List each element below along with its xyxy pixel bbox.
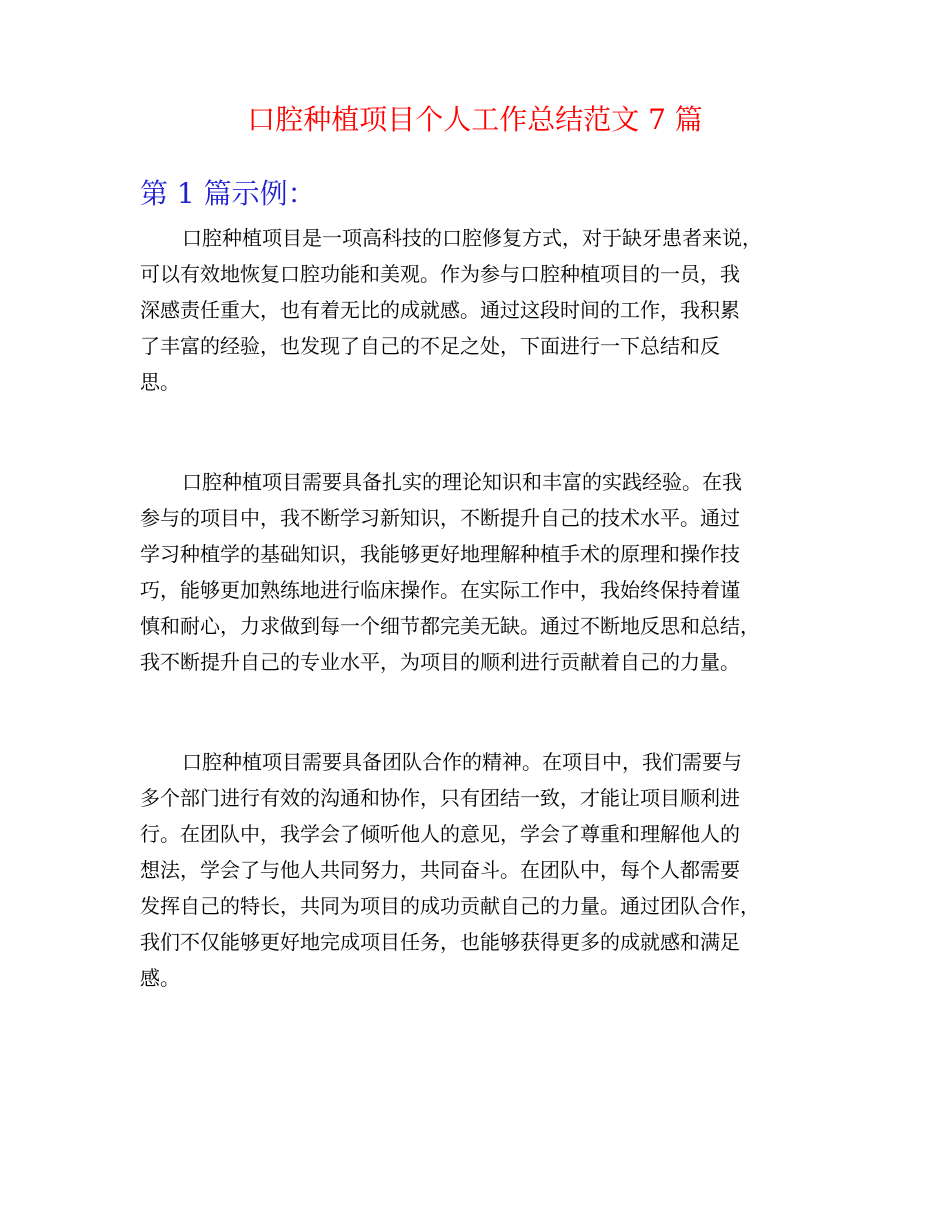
- paragraph-line: 慎和耐心，力求做到每一个细节都完美无缺。通过不断地反思和总结，: [140, 614, 760, 638]
- paragraph-line: 我不断提升自己的专业水平，为项目的顺利进行贡献着自己的力量。: [140, 650, 740, 674]
- paragraph-line: 想法，学会了与他人共同努力，共同奋斗。在团队中，每个人都需要: [140, 858, 740, 882]
- paragraph-line: 发挥自己的特长，共同为项目的成功贡献自己的力量。通过团队合作，: [140, 894, 760, 918]
- paragraph-line: 深感责任重大，也有着无比的成就感。通过这段时间的工作，我积累: [140, 298, 740, 322]
- paragraph-line: 行。在团队中，我学会了倾听他人的意见，学会了尊重和理解他人的: [140, 822, 740, 846]
- document-title: 口腔种植项目个人工作总结范文 7 篇: [247, 103, 703, 136]
- paragraph-line: 感。: [140, 966, 180, 990]
- paragraph-line: 我们不仅能够更好地完成项目任务，也能够获得更多的成就感和满足: [140, 930, 740, 954]
- paragraph-line: 思。: [140, 370, 180, 394]
- paragraph-line: 参与的项目中，我不断学习新知识，不断提升自己的技术水平。通过: [140, 506, 740, 530]
- paragraph-line: 学习种植学的基础知识，我能够更好地理解种植手术的原理和操作技: [140, 542, 740, 566]
- paragraph-line: 可以有效地恢复口腔功能和美观。作为参与口腔种植项目的一员，我: [140, 262, 740, 286]
- paragraph-line: 口腔种植项目需要具备扎实的理论知识和丰富的实践经验。在我: [182, 470, 742, 494]
- paragraph-2: [140, 464, 830, 680]
- paragraph-line: 口腔种植项目需要具备团队合作的精神。在项目中，我们需要与: [182, 750, 742, 774]
- paragraph-line: 巧，能够更加熟练地进行临床操作。在实际工作中，我始终保持着谨: [140, 578, 740, 602]
- paragraph-3: [140, 744, 830, 996]
- section-heading: 第 1 篇示例：: [140, 177, 316, 210]
- paragraph-line: 多个部门进行有效的沟通和协作，只有团结一致，才能让项目顺利进: [140, 786, 740, 810]
- paragraph-1: [140, 220, 830, 400]
- paragraph-line: 了丰富的经验，也发现了自己的不足之处，下面进行一下总结和反: [140, 334, 720, 358]
- paragraph-line: 口腔种植项目是一项高科技的口腔修复方式，对于缺牙患者来说，: [182, 226, 762, 250]
